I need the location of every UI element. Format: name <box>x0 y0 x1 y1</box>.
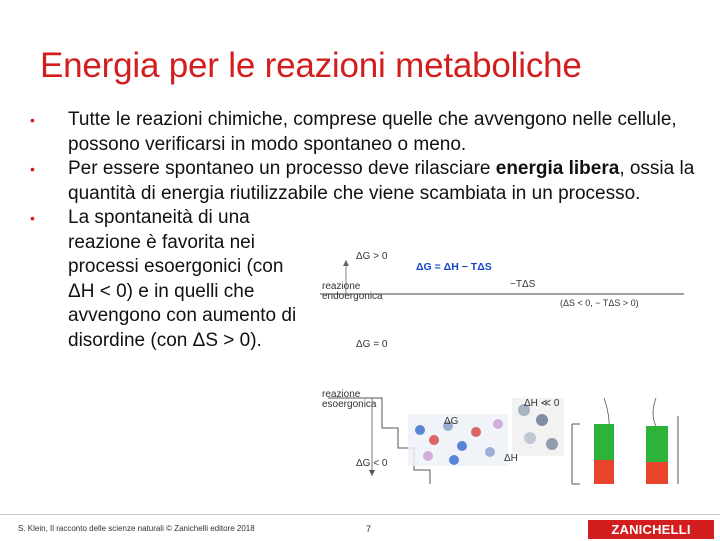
label-minus-tds: −TΔS <box>510 279 536 290</box>
gibbs-energy-figure <box>312 248 692 488</box>
molecule-atom <box>493 419 503 429</box>
label-exergonic: reazione esoergonica <box>322 389 377 410</box>
page-number: 7 <box>366 524 372 534</box>
molecule-atom <box>449 455 459 465</box>
slide-title: Energia per le reazioni metaboliche <box>40 46 582 85</box>
bullet-dot-icon: • <box>30 112 35 128</box>
bullet-bold-term: energia libera <box>495 158 620 179</box>
bullet-text: La spontaneità di una reazione è favorita nei processi esoergonici (con ΔH < 0) e in quelli che avvengono con aumento di disordine (con ΔS > 0). <box>68 207 297 351</box>
bullet-text: Tutte le reazioni chimiche, comprese quelle che avvengono nelle cellule, possono verificarsi in modo spontaneo o meno. <box>68 109 677 155</box>
bullet-item <box>24 157 704 206</box>
label-dh: ΔH <box>504 453 518 464</box>
label-dg-zero: ΔG = 0 <box>356 339 388 350</box>
bar-red-1 <box>594 460 614 484</box>
bar-green-1 <box>594 424 614 460</box>
bullet-dot-icon: • <box>30 161 35 177</box>
slide-footer <box>0 514 720 541</box>
bullet-item <box>24 108 704 157</box>
bullet-text: Per essere spontaneo un processo deve rilasciare <box>68 158 496 179</box>
bullet-text-continued: , ossia la quantità di energia riutilizzabile che viene scambiata in un processo. <box>68 158 695 204</box>
bar-red-2 <box>646 462 668 484</box>
molecule-atom <box>423 451 433 461</box>
molecule-atom <box>485 447 495 457</box>
connector-line <box>653 398 656 426</box>
molecule-atom <box>546 438 558 450</box>
bullet-item <box>24 206 298 353</box>
molecule-atom <box>524 432 536 444</box>
molecule-atom <box>415 425 425 435</box>
bullet-dot-icon: • <box>30 210 35 226</box>
label-dg-positive: ΔG > 0 <box>356 251 388 262</box>
molecule-atom <box>429 435 439 445</box>
molecule-atom <box>457 441 467 451</box>
bar-green-2 <box>646 426 668 462</box>
dg-negative-arrowhead <box>369 470 375 476</box>
label-dh-much: ΔH ≪ 0 <box>524 398 560 409</box>
label-endergonic: reazione endoergonica <box>322 281 383 302</box>
molecule-atom <box>471 427 481 437</box>
dg-positive-arrowhead <box>343 260 349 266</box>
gibbs-equation: ΔG = ΔH − TΔS <box>416 261 492 273</box>
footer-citation: S. Klein, Il racconto delle scienze naturali © Zanichelli editore 2018 <box>18 524 255 533</box>
publisher-logo: ZANICHELLI <box>588 520 714 539</box>
molecule-atom <box>536 414 548 426</box>
label-dg: ΔG <box>444 416 459 427</box>
label-condition: (ΔS < 0, − TΔS > 0) <box>560 298 639 308</box>
label-dg-negative: ΔG < 0 <box>356 458 388 469</box>
